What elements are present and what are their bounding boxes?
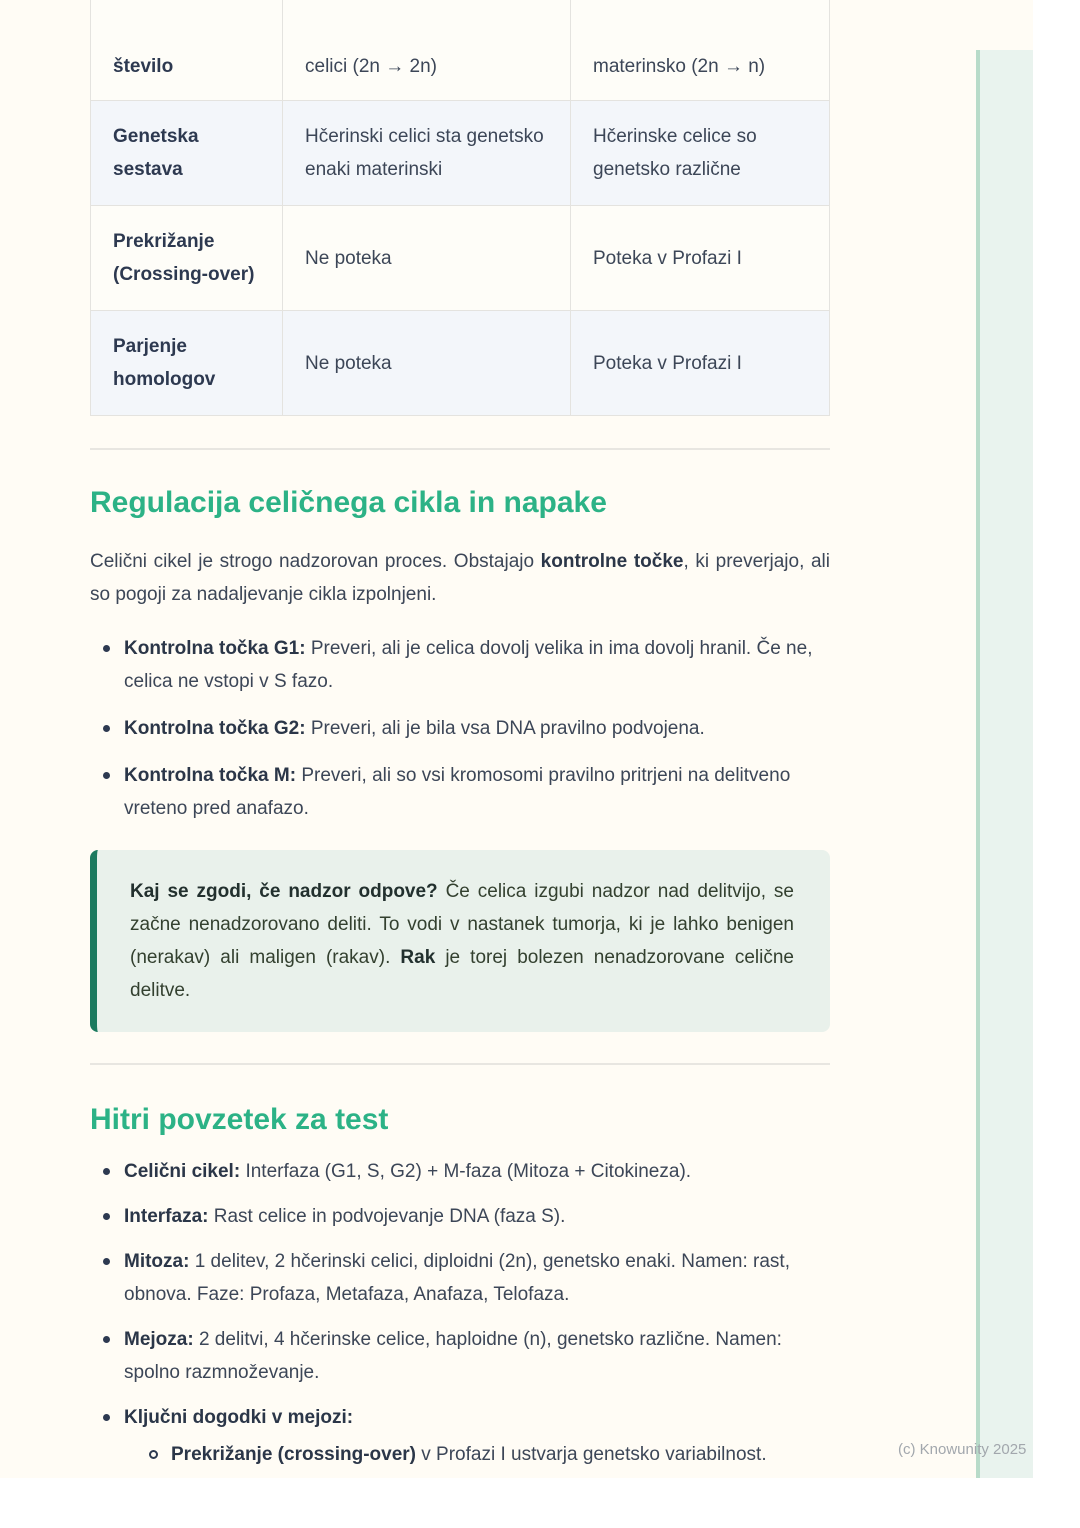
table-cell-mitoza: Hčerinski celici sta genetsko enaki materinski	[283, 101, 571, 206]
crossing-over-text: v Profazi I ustvarja genetsko variabilnost.	[415, 1444, 767, 1465]
intro-text-post: , ki preverjajo, ali so pogoji za nadaljevanje cikla izpolnjeni.	[90, 551, 830, 605]
checkpoint-g1-text: Preveri, ali je celica dovolj velika in ima dovolj hranil. Če ne, celica ne vstopi v S fazo.	[124, 638, 813, 692]
list-item	[90, 1323, 835, 1389]
callout-text-2: je torej bolezen nenadzorovane celične delitve.	[130, 947, 794, 1001]
table-cell-mejoza: Poteka v Profazi I	[571, 206, 830, 311]
list-item	[90, 1155, 835, 1188]
crossing-over-label: Prekrižanje (crossing-over)	[171, 1444, 416, 1465]
summary-interphase-label: Interfaza:	[124, 1206, 209, 1227]
checkpoint-g1-label: Kontrolna točka G1:	[124, 638, 306, 659]
summary-cell-cycle-text: Interfaza (G1, S, G2) + M-faza (Mitoza + Citokineza).	[240, 1161, 692, 1182]
list-item-text	[124, 712, 835, 745]
section-title-summary: Hitri povzetek za test	[90, 1103, 389, 1136]
summary-mitosis-text: 1 delitev, 2 hčerinski celici, diploidni (2n), genetsko enaki. Namen: rast, obnova. Faze: Profaza, Metafaza, Anafaza, Telofaza.	[124, 1251, 790, 1305]
section-divider	[90, 1063, 830, 1065]
summary-list	[90, 1155, 835, 1471]
bullet-dot-icon	[103, 725, 110, 732]
bullet-circle-icon	[149, 1450, 158, 1459]
table-row	[91, 311, 830, 416]
list-item-text	[124, 1200, 835, 1233]
bullet-dot-icon	[103, 1336, 110, 1343]
summary-mitosis-label: Mitoza:	[124, 1251, 190, 1272]
sub-list-item	[124, 1438, 835, 1471]
table-cell-mejoza: materinsko (2n → n)	[571, 0, 830, 101]
list-item-text	[124, 632, 835, 698]
list-item-text	[124, 1401, 835, 1471]
regulation-intro-paragraph	[90, 545, 830, 611]
bullet-dot-icon	[103, 645, 110, 652]
table-row	[91, 206, 830, 311]
table-cell-label: Parjenje homologov	[91, 311, 283, 416]
list-item	[90, 759, 835, 825]
checkpoint-g2-text: Preveri, ali je bila vsa DNA pravilno podvojena.	[305, 718, 705, 739]
bullet-dot-icon	[103, 1414, 110, 1421]
summary-interphase-text: Rast celice in podvojevanje DNA (faza S).	[208, 1206, 566, 1227]
table-cell-label: Genetska sestava	[91, 101, 283, 206]
list-item-text	[124, 1155, 835, 1188]
callout-rak-bold: Rak	[400, 947, 436, 968]
callout-question-bold: Kaj se zgodi, če nadzor odpove?	[130, 881, 438, 902]
summary-meiosis-text: 2 delitvi, 4 hčerinske celice, haploidne (n), genetsko različne. Namen: spolno razmnoževanje.	[124, 1329, 782, 1383]
list-item-text	[124, 1323, 835, 1389]
table-cell-mitoza: Ne poteka	[283, 311, 571, 416]
summary-key-events-label: Ključni dogodki v mejozi:	[124, 1407, 354, 1428]
checkpoint-list	[90, 632, 835, 825]
intro-text-bold: kontrolne točke	[540, 551, 684, 572]
table-cell-mitoza: Ne poteka	[283, 206, 571, 311]
sub-list-item-text	[171, 1438, 835, 1471]
section-title-regulation: Regulacija celičnega cikla in napake	[90, 486, 607, 519]
bullet-dot-icon	[103, 1213, 110, 1220]
warning-callout-box	[90, 850, 830, 1032]
callout-text-1: Če celica izgubi nadzor nad delitvijo, se začne nenadzorovano deliti. To vodi v nastanek tumorja, ki je lahko benigen (nerakav) ali maligen (rakav).	[130, 881, 795, 968]
table-cell-mejoza: Hčerinske celice so genetsko različne	[571, 101, 830, 206]
list-item	[90, 632, 835, 698]
summary-meiosis-label: Mejoza:	[124, 1329, 194, 1350]
table-cell-label: število	[91, 0, 283, 101]
summary-cell-cycle-label: Celični cikel:	[124, 1161, 241, 1182]
list-item-text	[124, 1245, 835, 1311]
checkpoint-g2-label: Kontrolna točka G2:	[124, 718, 306, 739]
bullet-dot-icon	[103, 1258, 110, 1265]
intro-text-pre: Celični cikel je strogo nadzorovan proces. Obstajajo	[90, 551, 541, 572]
list-item	[90, 712, 835, 745]
list-item	[90, 1200, 835, 1233]
checkpoint-m-label: Kontrolna točka M:	[124, 765, 297, 786]
mitosis-meiosis-comparison-table	[90, 0, 830, 416]
list-item-text	[124, 759, 835, 825]
page-edge-green-strip	[976, 50, 1033, 1478]
copyright-watermark: (c) Knowunity 2025	[898, 1441, 1027, 1458]
table-cell-mejoza: Poteka v Profazi I	[571, 311, 830, 416]
table-row	[91, 0, 830, 101]
bullet-dot-icon	[103, 1168, 110, 1175]
checkpoint-m-text: Preveri, ali so vsi kromosomi pravilno pritrjeni na delitveno vreteno pred anafazo.	[124, 765, 791, 819]
list-item	[90, 1245, 835, 1311]
bullet-dot-icon	[103, 772, 110, 779]
list-item	[90, 1401, 835, 1471]
table-row	[91, 101, 830, 206]
table-cell-mitoza: celici (2n → 2n)	[283, 0, 571, 101]
key-events-sublist	[124, 1438, 835, 1471]
section-divider	[90, 448, 830, 450]
table-cell-label: Prekrižanje (Crossing-over)	[91, 206, 283, 311]
